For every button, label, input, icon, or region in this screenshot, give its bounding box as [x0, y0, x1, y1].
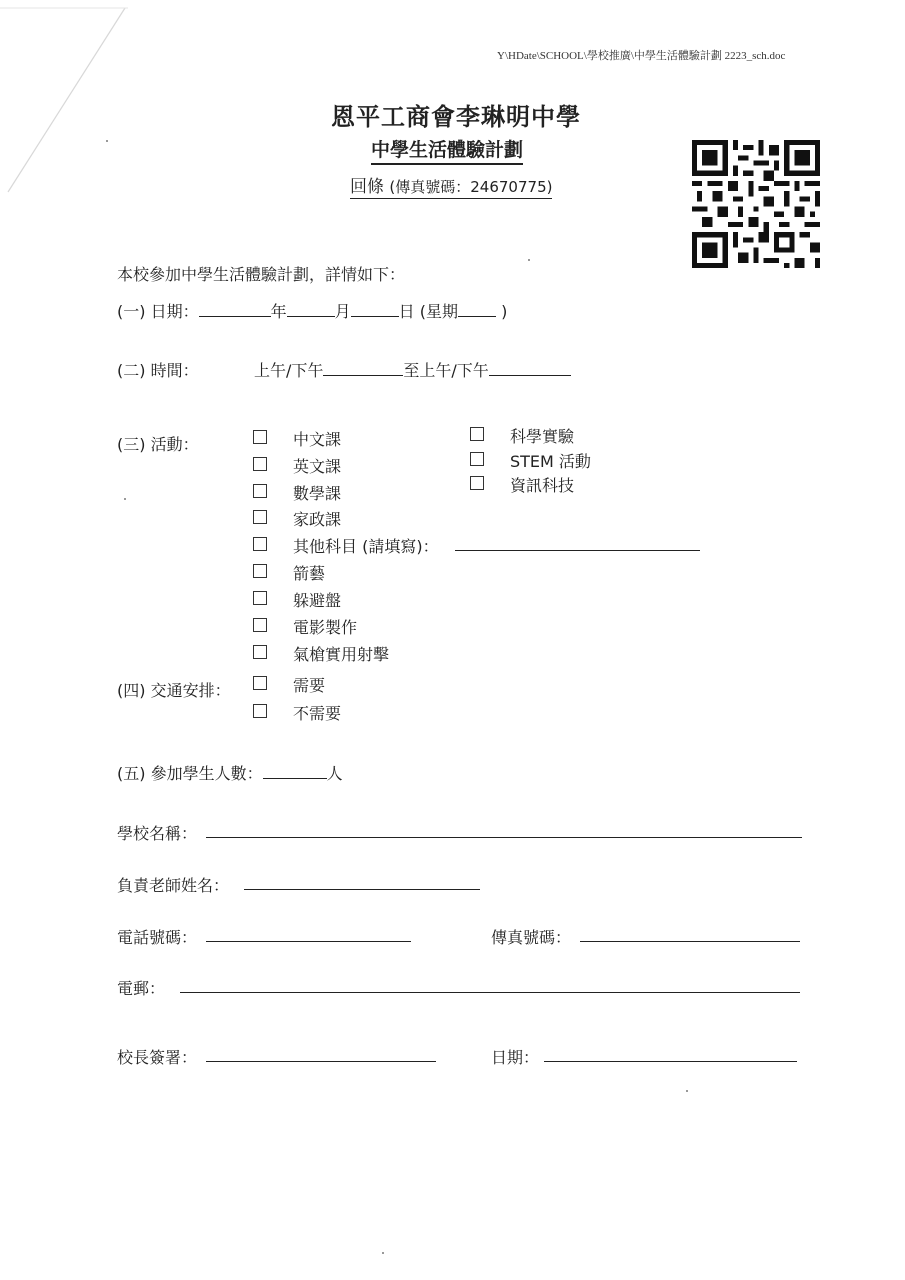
students-count-blank[interactable] [263, 761, 327, 779]
scan-speck [528, 259, 530, 261]
teacher-name-blank[interactable] [244, 889, 480, 890]
activities-label: (三) 活動： [117, 435, 199, 454]
checkbox-other-subject[interactable] [253, 537, 267, 551]
transport-label: (四) 交通安排： [117, 681, 231, 700]
school-name: 恩平工商會李琳明中學 [331, 103, 581, 131]
activity-english: 英文課 [293, 457, 342, 476]
scan-speck [382, 1252, 384, 1254]
activity-math: 數學課 [293, 484, 342, 503]
year-text: 年 [270, 302, 287, 321]
time-from: 上午/下午 [254, 361, 324, 380]
qr-code-icon [692, 140, 820, 268]
day-blank[interactable] [351, 299, 399, 317]
scan-speck [124, 498, 126, 500]
reply-slip-title [350, 172, 552, 199]
time-from-blank[interactable] [323, 358, 403, 376]
activity-film-production: 電影製作 [293, 618, 358, 637]
activity-home-economics: 家政課 [293, 510, 342, 529]
checkbox-transport-needed[interactable] [253, 676, 267, 690]
date-row [117, 299, 507, 322]
time-to: 至上午/下午 [403, 361, 489, 380]
transport-needed: 需要 [293, 676, 326, 695]
checkbox-dodgebee[interactable] [253, 591, 267, 605]
phone-label: 電話號碼： [117, 928, 198, 947]
weekday-close: ) [501, 302, 508, 321]
fax-blank[interactable] [580, 941, 800, 942]
checkbox-air-gun[interactable] [253, 645, 267, 659]
year-blank[interactable] [199, 299, 271, 317]
students-unit: 人 [326, 764, 343, 783]
time-label: (二) 時間： [117, 361, 199, 380]
teacher-name-label: 負責老師姓名： [117, 876, 230, 895]
month-text: 月 [334, 302, 351, 321]
time-to-blank[interactable] [489, 358, 571, 376]
activity-stem: STEM 活動 [510, 452, 591, 471]
principal-sign-blank[interactable] [206, 1061, 436, 1062]
checkbox-english[interactable] [253, 457, 267, 471]
activity-air-gun: 氣槍實用射擊 [293, 645, 390, 664]
plan-title: 中學生活體驗計劃 [371, 135, 523, 165]
checkbox-math[interactable] [253, 484, 267, 498]
date-label: (一) 日期： [117, 302, 199, 321]
day-text: 日 [398, 302, 415, 321]
file-path: Y\HDate\SCHOOL\學校推廣\中學生活體驗計劃 2223_sch.doc [497, 50, 786, 62]
intro-text: 本校參加中學生活體驗計劃，詳情如下： [117, 265, 406, 284]
activity-other-subject: 其他科目 (請填寫)： [293, 537, 439, 556]
scan-speck [686, 1090, 688, 1092]
checkbox-stem[interactable] [470, 452, 484, 466]
checkbox-chinese[interactable] [253, 430, 267, 444]
checkbox-science[interactable] [470, 427, 484, 441]
activity-science: 科學實驗 [510, 427, 575, 446]
checkbox-archery[interactable] [253, 564, 267, 578]
reply-label: 回條 [350, 177, 384, 197]
weekday-blank[interactable] [458, 299, 496, 317]
transport-not-needed: 不需要 [293, 704, 342, 723]
activity-archery: 箭藝 [293, 564, 326, 583]
checkbox-transport-not-needed[interactable] [253, 704, 267, 718]
weekday-open: (星期 [419, 302, 458, 321]
email-label: 電郵： [117, 979, 166, 998]
fax-note: (傳真號碼：24670775) [389, 178, 553, 196]
checkbox-film-production[interactable] [253, 618, 267, 632]
email-blank[interactable] [180, 992, 800, 993]
school-name-label: 學校名稱： [117, 824, 198, 843]
students-label: (五) 參加學生人數： [117, 764, 263, 783]
other-subject-blank[interactable] [455, 550, 700, 551]
school-name-blank[interactable] [206, 837, 802, 838]
date-label: 日期： [491, 1048, 540, 1067]
scan-speck [106, 140, 108, 142]
activity-chinese: 中文課 [293, 430, 342, 449]
scan-corner-mark [0, 0, 140, 200]
students-row [117, 761, 343, 784]
checkbox-it[interactable] [470, 476, 484, 490]
time-row [254, 358, 571, 381]
fax-label: 傳真號碼： [491, 928, 572, 947]
activity-it: 資訊科技 [510, 476, 575, 495]
month-blank[interactable] [287, 299, 335, 317]
checkbox-home-economics[interactable] [253, 510, 267, 524]
principal-sign-label: 校長簽署： [117, 1048, 198, 1067]
date-blank[interactable] [544, 1061, 797, 1062]
phone-blank[interactable] [206, 941, 411, 942]
activity-dodgebee: 躲避盤 [293, 591, 342, 610]
